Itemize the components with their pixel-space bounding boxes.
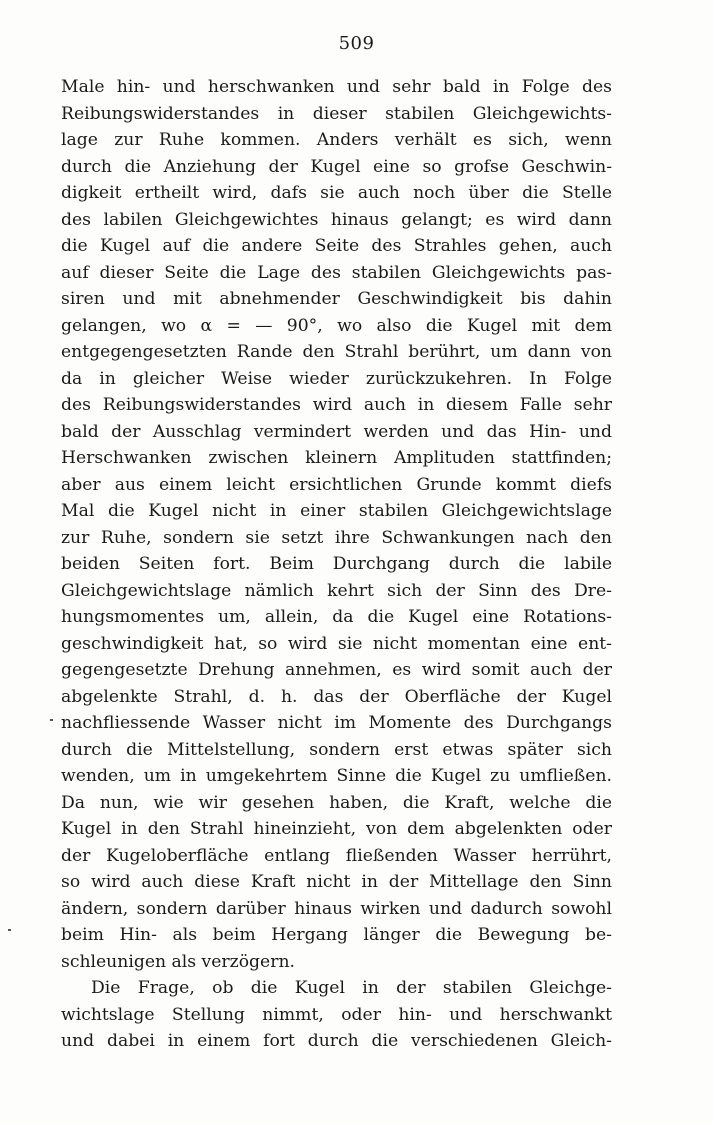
text-line: wichtslage Stellung nimmt, oder hin- und herschwankt <box>61 1004 612 1025</box>
paragraph-end-line: schleunigen als verzögern. <box>61 951 295 972</box>
text-line: beim Hin- als beim Hergang länger die Bewegung be- <box>61 925 612 945</box>
text-line: Mal die Kugel nicht in einer stabilen Gleichgewichtslage <box>61 501 612 521</box>
text-line: geschwindigkeit hat, so wird sie nicht momentan eine ent- <box>61 633 612 654</box>
text-line: hungsmomentes um, allein, da die Kugel eine Rotations- <box>61 607 612 627</box>
page-number: 509 <box>338 33 375 54</box>
body-text <box>61 74 612 1055</box>
margin-mark <box>8 929 11 931</box>
text-line: nachfliessende Wasser nicht im Momente des Durchgangs <box>61 713 612 733</box>
text-line: des Reibungswiderstandes wird auch in diesem Falle sehr <box>61 395 612 415</box>
text-line: digkeit ertheilt wird, dafs sie auch noch über die Stelle <box>61 183 612 203</box>
text-line: bald der Ausschlag vermindert werden und das Hin- und <box>61 421 612 442</box>
text-line: Gleichgewichtslage nämlich kehrt sich der Sinn des Dre- <box>61 580 612 601</box>
text-line: Da nun, wie wir gesehen haben, die Kraft, welche die <box>61 792 612 813</box>
text-line: ändern, sondern darüber hinaus wirken und dadurch sowohl <box>61 898 612 919</box>
paragraph-start-line: Die Frage, ob die Kugel in der stabilen Gleichge- <box>91 978 612 998</box>
text-line: da in gleicher Weise wieder zurückzukehren. In Folge <box>61 368 612 389</box>
text-line: gelangen, wo α = — 90°, wo also die Kugel mit dem <box>61 315 612 336</box>
text-line: gegengesetzte Drehung annehmen, es wird somit auch der <box>61 660 612 680</box>
text-line: durch die Mittelstellung, sondern erst etwas später sich <box>61 739 612 760</box>
text-line: zur Ruhe, sondern sie setzt ihre Schwankungen nach den <box>61 527 612 548</box>
text-line: die Kugel auf die andere Seite des Strahles gehen, auch <box>61 236 612 256</box>
text-line: lage zur Ruhe kommen. Anders verhält es sich, wenn <box>61 130 612 150</box>
text-line: entgegengesetzten Rande den Strahl berührt, um dann von <box>61 342 612 362</box>
text-line: Male hin- und herschwanken und sehr bald in Folge des <box>61 77 612 97</box>
text-line: der Kugeloberfläche entlang fließenden Wasser herrührt, <box>61 845 612 866</box>
text-line: des labilen Gleichgewichtes hinaus gelangt; es wird dann <box>61 209 612 230</box>
text-line: abgelenkte Strahl, d. h. das der Oberfläche der Kugel <box>61 686 612 707</box>
text-line: und dabei in einem fort durch die verschiedenen Gleich- <box>61 1031 612 1051</box>
text-line: wenden, um in umgekehrtem Sinne die Kugel zu umfließen. <box>61 766 612 786</box>
text-line: aber aus einem leicht ersichtlichen Grunde kommt diefs <box>61 474 612 495</box>
text-line: Kugel in den Strahl hineinzieht, von dem abgelenkten oder <box>61 819 612 839</box>
text-line: Herschwanken zwischen kleinern Amplituden stattfinden; <box>61 448 612 468</box>
margin-mark <box>50 719 53 721</box>
text-line: beiden Seiten fort. Beim Durchgang durch die labile <box>61 554 612 574</box>
text-line: durch die Anziehung der Kugel eine so grofse Geschwin- <box>61 156 612 177</box>
text-line: Reibungswiderstandes in dieser stabilen Gleichgewichts- <box>61 103 612 124</box>
text-line: siren und mit abnehmender Geschwindigkeit bis dahin <box>61 289 612 309</box>
text-line: auf dieser Seite die Lage des stabilen Gleichgewichts pas- <box>61 262 612 283</box>
text-line: so wird auch diese Kraft nicht in der Mittellage den Sinn <box>61 872 612 892</box>
